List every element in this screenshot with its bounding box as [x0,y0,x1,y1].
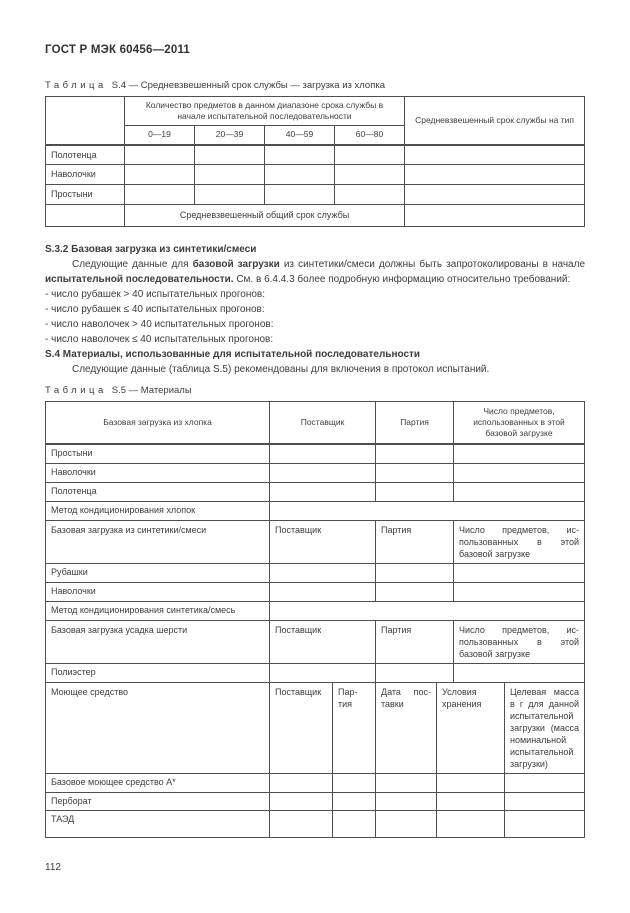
empty-data-cell [195,185,265,205]
s4-group-header: Количество предметов в данном диапазоне срока службы в начале испытательной последовательности [125,97,405,126]
empty-data-cell [437,773,505,792]
table-s4-caption [45,80,585,91]
table-row [46,165,585,185]
empty-data-cell [195,165,265,185]
table-row [46,501,585,520]
s5-target-mass-header: Целевая масса в г для данной испытательной загрузки (масса номинальной испытательной загрузки) [505,682,585,773]
s5-row-label: Наволочки [46,463,270,482]
empty-data-cell [270,792,333,811]
empty-data-cell [376,444,454,463]
doc-title: ГОСТ Р МЭК 60456—2011 [45,44,191,56]
table-s4-caption-text: S.4 — Средневзвешенный срок службы — загрузка из хлопка [111,80,385,91]
empty-data-cell [505,792,585,811]
empty-data-cell [265,165,335,185]
empty-data-cell [405,185,585,205]
s5-batch-header: Партия [376,620,454,663]
empty-data-cell [270,773,333,792]
table-row [46,811,585,838]
empty-data-cell [270,463,376,482]
empty-data-cell [270,811,333,838]
table-s5 [45,401,585,838]
empty-data-cell [270,601,585,620]
empty-data-cell [376,792,437,811]
empty-data-cell [335,145,405,165]
s4-range-1: 20—39 [195,126,265,145]
empty-data-cell [437,811,505,838]
table-s5-caption [45,385,585,396]
section-s4-heading: S.4 Материалы, использованные для испытательной последовательности [45,349,421,360]
s5-items-count-header: Число предметов, использованных в этой базовой загрузке [454,402,585,445]
s5-row-label: Простыни [46,444,270,463]
bullet-item: - число рубашек > 40 испытательных прогонов: [45,289,265,300]
bullet-item: - число рубашек ≤ 40 испытательных прогонов: [45,304,265,315]
paragraph-text-bold: базовой загрузки [192,259,280,270]
empty-data-cell [335,165,405,185]
empty-data-cell [333,792,376,811]
s5-storage-header: Условия хранения [437,682,505,773]
s4-range-2: 40—59 [265,126,335,145]
page-number: 112 [45,862,61,873]
empty-data-cell [270,663,376,682]
s5-wool-header: Базовая загрузка усадка шерсти [46,620,270,663]
empty-data-cell [454,444,585,463]
table-row [46,145,585,165]
table-row [46,582,585,601]
s5-supplier-header: Поставщик [270,682,333,773]
empty-data-cell [505,773,585,792]
empty-data-cell [333,811,376,838]
empty-data-cell [405,145,585,165]
table-s5-caption-word: Таблица [45,385,107,396]
s5-items-count-header: Число предметов, ис-пользованных в этой базовой загрузке [454,620,585,663]
empty-data-cell [376,463,454,482]
s5-cotton-header: Базовая загрузка из хлопка [46,402,270,445]
table-row [46,773,585,792]
empty-data-cell [270,444,376,463]
s5-synth-header: Базовая загрузка из синтетики/смеси [46,520,270,563]
table-row [46,563,585,582]
empty-data-cell [270,482,376,501]
s5-row-label: ТАЭД [46,811,270,838]
table-row [46,792,585,811]
table-row [46,97,585,126]
s5-row-label: Наволочки [46,582,270,601]
s4-row-label: Наволочки [46,165,125,185]
table-row [46,205,585,227]
empty-data-cell [376,582,454,601]
empty-data-cell [376,663,454,682]
s5-supplier-header: Поставщик [270,402,376,445]
empty-data-cell [333,773,376,792]
table-row [46,185,585,205]
paragraph-text: См. в 6.4.4.3 более подробную информацию относительно требований: [233,274,571,285]
s5-row-label: Перборат [46,792,270,811]
empty-data-cell [454,582,585,601]
page-content [45,44,585,873]
s5-detergent-header: Моющее средство [46,682,270,773]
empty-data-cell [505,811,585,838]
empty-data-cell [454,463,585,482]
table-s4 [45,96,585,227]
s5-batch-header: Партия [376,402,454,445]
s5-items-count-header: Число предметов, ис-пользованных в этой базовой загрузке [454,520,585,563]
s4-range-3: 60—80 [335,126,405,145]
empty-data-cell [265,185,335,205]
s4-row-label: Простыни [46,185,125,205]
s5-supplier-header: Поставщик [270,620,376,663]
section-s32-paragraph [45,257,585,287]
empty-data-cell [335,185,405,205]
s5-row-label: Рубашки [46,563,270,582]
empty-data-cell [376,811,437,838]
empty-data-cell [376,773,437,792]
empty-data-cell [265,145,335,165]
table-row [46,520,585,563]
empty-data-cell [125,145,195,165]
empty-data-cell [376,482,454,501]
empty-data-cell [270,563,376,582]
empty-data-cell [270,582,376,601]
table-row [46,682,585,773]
s5-batch-header: Пар-тия [333,682,376,773]
empty-data-cell [405,165,585,185]
s4-row-label: Полотенца [46,145,125,165]
s4-range-0: 0—19 [125,126,195,145]
empty-data-cell [195,145,265,165]
s5-row-label: Полиэстер [46,663,270,682]
s5-cotton-method-label: Метод кондиционирования хлопок [46,501,270,520]
paragraph-text-bold: испытательной последовательности. [45,274,234,285]
s4-type-header: Средневзвешенный срок службы на тип [405,97,585,145]
table-s5-caption-text: S.5 — Материалы [111,385,192,396]
s5-row-label: Полотенца [46,482,270,501]
table-row [46,482,585,501]
s5-batch-header: Партия [376,520,454,563]
empty-data-cell [46,205,125,227]
s5-row-label: Базовое моющее средство А* [46,773,270,792]
table-s4-caption-word: Таблица [45,80,107,91]
section-s32-heading: S.3.2 Базовая загрузка из синтетики/смеси [45,244,257,255]
section-s4-paragraph: Следующие данные (таблица S.5) рекомендованы для включения в протокол испытаний. [72,364,490,375]
table-row [46,463,585,482]
empty-data-cell [454,663,585,682]
table-row [46,601,585,620]
s4-corner-cell [46,97,125,145]
table-row [46,402,585,445]
s4-footer-label: Средневзвешенный общий срок службы [125,205,405,227]
empty-data-cell [125,185,195,205]
table-row [46,444,585,463]
empty-data-cell [454,563,585,582]
empty-data-cell [270,501,585,520]
bullet-item: - число наволочек ≤ 40 испытательных прогонов: [45,334,274,345]
section-s32-text [45,242,585,377]
empty-data-cell [454,482,585,501]
paragraph-text: из синтетики/смеси должны быть запротоколированы в начале [279,259,586,270]
table-row [46,620,585,663]
empty-data-cell [376,563,454,582]
s5-supplier-header: Поставщик [270,520,376,563]
paragraph-text: Следующие данные для [72,259,193,270]
table-row [46,663,585,682]
empty-data-cell [437,792,505,811]
s5-synth-method-label: Метод кондиционирования синтетика/смесь [46,601,270,620]
empty-data-cell [405,205,585,227]
s5-delivery-date-header: Дата пос-тавки [376,682,437,773]
empty-data-cell [125,165,195,185]
bullet-item: - число наволочек > 40 испытательных прогонов: [45,319,274,330]
